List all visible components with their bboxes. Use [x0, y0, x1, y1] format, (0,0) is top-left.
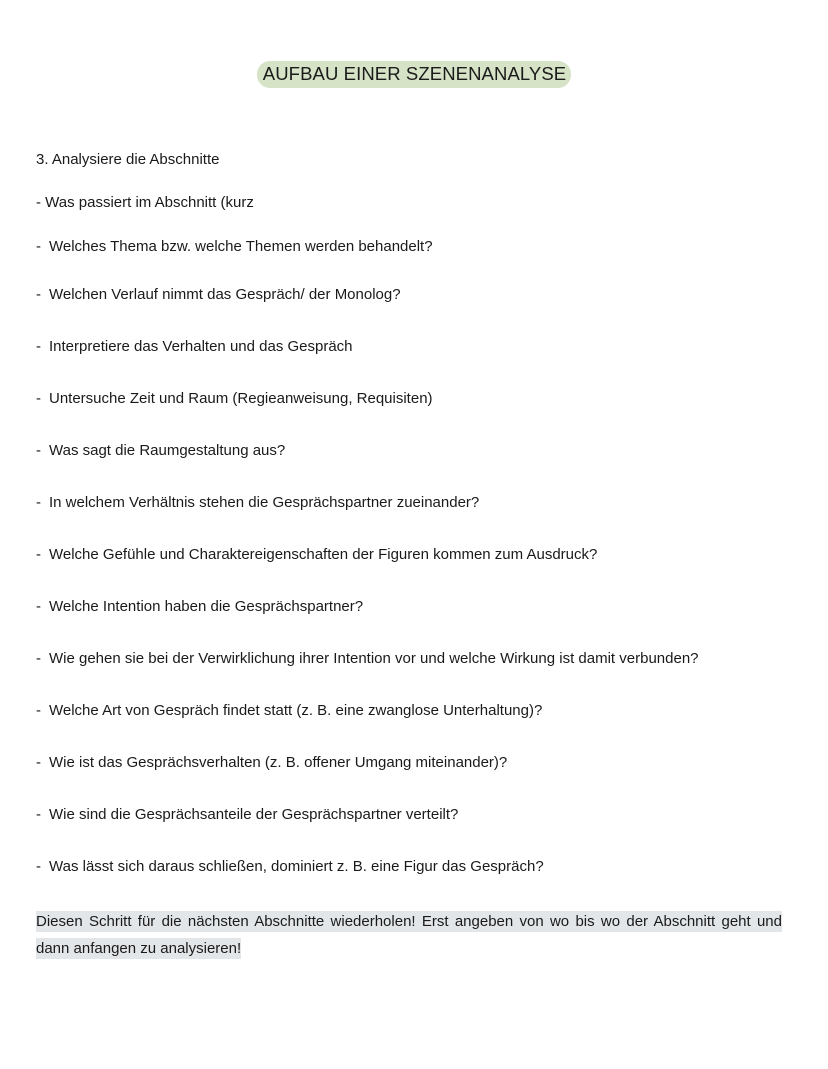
bullet-dash: -: [36, 702, 41, 719]
page-title: AUFBAU EINER SZENENANALYSE: [257, 61, 571, 88]
list-item-text: Wie ist das Gesprächsverhalten (z. B. offener Umgang miteinander)?: [49, 754, 508, 771]
bullet-dash: -: [36, 858, 41, 875]
list-item: [36, 237, 433, 257]
list-item-text: Welche Gefühle und Charaktereigenschaften der Figuren kommen zum Ausdruck?: [49, 546, 598, 563]
list-item: [36, 441, 285, 461]
list-item: [36, 753, 507, 773]
bullet-dash: -: [36, 390, 41, 407]
list-item-text: Welche Intention haben die Gesprächspartner?: [49, 598, 364, 615]
bullet-dash: -: [36, 442, 41, 459]
bullet-dash: -: [36, 546, 41, 563]
list-item-first: - Was passiert im Abschnitt (kurz: [36, 194, 254, 211]
list-item-text: Welchen Verlauf nimmt das Gespräch/ der Monolog?: [49, 286, 401, 303]
bullet-dash: -: [36, 806, 41, 823]
list-item-text: Welches Thema bzw. welche Themen werden behandelt?: [49, 238, 433, 255]
list-item: [36, 493, 479, 513]
repeat-note: [36, 908, 782, 962]
title-container: [0, 61, 828, 88]
list-item-text: In welchem Verhältnis stehen die Gesprächspartner zueinander?: [49, 494, 480, 511]
highlighted-note-text: Diesen Schritt für die nächsten Abschnitte wiederholen! Erst angeben von wo bis wo der Abschnitt geht und dann anfangen zu analysieren!: [36, 913, 782, 957]
list-item-text: Was sagt die Raumgestaltung aus?: [49, 442, 286, 459]
bullet-dash: -: [36, 598, 41, 615]
bullet-dash: -: [36, 494, 41, 511]
list-item-text: Wie gehen sie bei der Verwirklichung ihrer Intention vor und welche Wirkung ist damit verbunden?: [49, 650, 699, 667]
list-item: [36, 857, 544, 877]
list-item-text: Wie sind die Gesprächsanteile der Gesprächspartner verteilt?: [49, 806, 459, 823]
bullet-dash: -: [36, 238, 41, 255]
list-item: [36, 285, 401, 305]
list-item: [36, 389, 433, 409]
list-item-text: Welche Art von Gespräch findet statt (z. B. eine zwanglose Unterhaltung)?: [49, 702, 543, 719]
list-item: [36, 337, 353, 357]
bullet-dash: -: [36, 338, 41, 355]
list-item-text: Interpretiere das Verhalten und das Gespräch: [49, 338, 353, 355]
section-heading: 3. Analysiere die Abschnitte: [36, 151, 220, 168]
list-item: [36, 597, 363, 617]
bullet-dash: -: [36, 754, 41, 771]
bullet-dash: -: [36, 286, 41, 303]
bullet-dash: -: [36, 650, 41, 667]
list-item: [36, 701, 542, 721]
list-item-text: Untersuche Zeit und Raum (Regieanweisung, Requisiten): [49, 390, 433, 407]
list-item: [36, 805, 458, 825]
list-item: [36, 649, 699, 669]
list-item: [36, 545, 597, 565]
list-item-text: Was lässt sich daraus schließen, dominiert z. B. eine Figur das Gespräch?: [49, 858, 544, 875]
